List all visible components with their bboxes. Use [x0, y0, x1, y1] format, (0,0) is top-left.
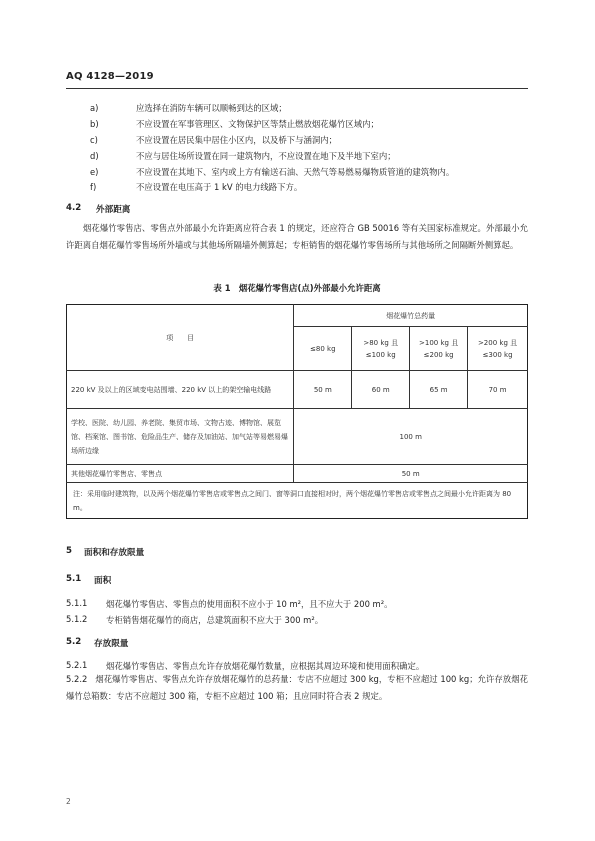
list-text: 不应设置在其地下、室内或上方有输送石油、天然气等易燃易爆物质管道的建筑物内。	[136, 167, 455, 177]
clause-number: 5.2.1	[66, 660, 88, 670]
table-note-row	[67, 483, 528, 519]
table-col-header: >100 kg 且 ≤200 kg	[410, 327, 468, 371]
list-text: 不应与居住场所设置在同一建筑物内，不应设置在地下及半地下室内；	[136, 151, 396, 161]
section-number: 4.2	[66, 203, 82, 213]
section-number: 5.1	[66, 574, 82, 584]
list-marker: a)	[90, 103, 99, 113]
page-number: 2	[66, 797, 71, 806]
clause-text: 烟花爆竹零售店、零售点允许存放烟花爆竹的总药量：专店不应超过 300 kg，专柜不应超过 100 kg；允许存放烟花爆竹总箱数：专店不应超过 300 箱，专柜不应超过 100 箱；且应同时符合表 2 规定。	[66, 674, 528, 701]
list-text: 不应设置在居民集中居住小区内，以及桥下与涵洞内；	[136, 135, 337, 145]
table-col-header: >80 kg 且 ≤100 kg	[352, 327, 410, 371]
section-title: 面积	[94, 576, 112, 586]
table-cell-item: 学校、医院、幼儿园、养老院、集贸市场、文物古迹、博物馆、展览馆、档案馆、图书馆、危险品生产、储存及加油站、加气站等易燃易爆场所边缘	[67, 409, 294, 465]
table-row	[67, 409, 528, 465]
table-cell-item: 220 kV 及以上的区域变电站围墙、220 kV 以上的架空输电线路	[67, 371, 294, 409]
table-col-header: ≤80 kg	[294, 327, 352, 371]
list-marker: b)	[90, 119, 99, 129]
section-title: 外部距离	[96, 205, 131, 215]
list-text: 应选择在消防车辆可以顺畅到达的区域；	[136, 103, 287, 113]
clause-5-2-2	[66, 671, 528, 705]
clause-text: 烟花爆竹零售店、零售点允许存放烟花爆竹数量，应根据其周边环境和使用面积确定。	[106, 661, 425, 671]
table-cell-value: 100 m	[294, 409, 528, 465]
table-cell-item: 其他烟花爆竹零售店、零售点	[67, 465, 294, 483]
section-4-2-paragraph: 烟花爆竹零售店、零售点外部最小允许距离应符合表 1 的规定，还应符合 GB 50016 等有关国家标准规定。外部最小允许距离自烟花爆竹零售场所外墙或与其他场所隔墙外侧算起；专柜销售的烟花爆竹零售场所与其他场所之间隔断外侧算起。	[66, 223, 528, 250]
clause-number: 5.1.1	[66, 598, 88, 608]
clause-text: 烟花爆竹零售店、零售点的使用面积不应小于 10 m²，且不应大于 200 m²。	[106, 599, 393, 609]
header-rule	[66, 88, 528, 89]
table-header-item: 项 目	[67, 305, 294, 371]
standard-code: AQ 4128—2019	[66, 71, 154, 82]
table-cell-value: 70 m	[468, 371, 528, 409]
section-title: 存放限量	[94, 639, 129, 649]
list-marker: d)	[90, 151, 99, 161]
list-text: 不应设置在电压高于 1 kV 的电力线路下方。	[136, 182, 303, 192]
table-cell-value: 60 m	[352, 371, 410, 409]
list-marker: e)	[90, 167, 99, 177]
table-cell-value: 50 m	[294, 371, 352, 409]
table-row	[67, 465, 528, 483]
clause-number: 5.2.2	[66, 674, 88, 684]
table-cell-value: 65 m	[410, 371, 468, 409]
table-col-header: >200 kg 且 ≤300 kg	[468, 327, 528, 371]
clause-number: 5.1.2	[66, 614, 88, 624]
table-cell-value: 50 m	[294, 465, 528, 483]
clause-text: 专柜销售烟花爆竹的商店，总建筑面积不应大于 300 m²。	[106, 615, 324, 625]
section-number: 5	[66, 546, 72, 556]
table-1-caption: 表 1 烟花爆竹零售店(点)外部最小允许距离	[213, 283, 381, 293]
section-number: 5.2	[66, 637, 82, 647]
list-text: 不应设置在军事管理区、文物保护区等禁止燃放烟花爆竹区域内；	[136, 119, 379, 129]
list-marker: f)	[90, 182, 97, 192]
table-note: 注：采用临时建筑物，以及两个烟花爆竹零售店或零售点之间门、窗等洞口直接相对时，两个烟花爆竹零售店或零售点之间最小允许距离为 80 m。	[67, 483, 528, 519]
table-header-group: 烟花爆竹总药量	[294, 305, 528, 327]
table-1	[66, 304, 528, 519]
table-row	[67, 371, 528, 409]
section-title: 面积和存放限量	[84, 548, 145, 558]
list-marker: c)	[90, 135, 98, 145]
